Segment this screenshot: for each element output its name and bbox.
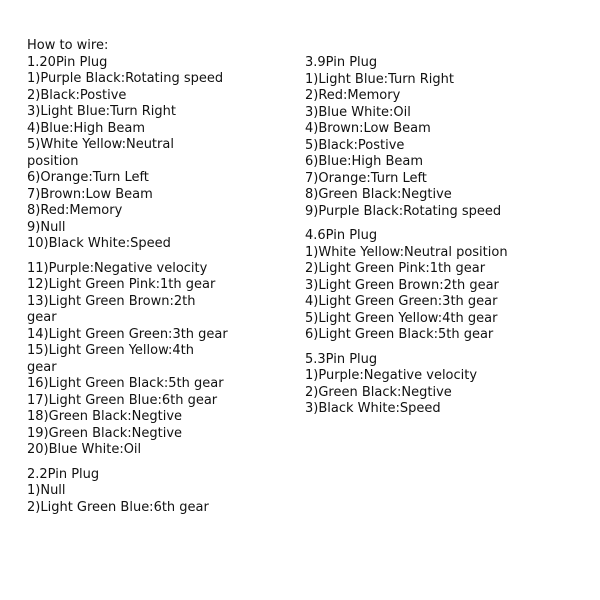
plug-20pin-section (27, 55, 289, 459)
wire-entry: 17)Light Green Blue:6th gear (27, 392, 218, 408)
wire-entry: 7)Brown:Low Beam (27, 186, 153, 202)
plug-20pin-title: 1.20Pin Plug (27, 54, 108, 70)
wire-entry: 8)Green Black:Negtive (305, 187, 452, 202)
wire-entry: 5)White Yellow:Neutral position (27, 137, 174, 169)
wire-entry: 12)Light Green Pink:1th gear (27, 277, 216, 292)
wire-entry: 5)Black:Postive (305, 137, 405, 153)
wire-entry: 6)Blue:High Beam (305, 154, 424, 169)
plug-9pin-section (305, 55, 595, 220)
wire-entry: 6)Light Green Black:5th gear (305, 327, 494, 342)
wire-entry: 8)Red:Memory (27, 203, 123, 218)
wire-entry: 15)Light Green Yellow:4th gear (27, 343, 194, 375)
wire-entry: 1)Null (27, 483, 66, 498)
plug-2pin-section (27, 467, 289, 517)
wire-entry: 1)Purple Black:Rotating speed (27, 71, 224, 86)
wire-entry: 1)Light Blue:Turn Right (305, 71, 454, 87)
wire-entry: 2)Light Green Pink:1th gear (305, 261, 486, 276)
wire-entry: 11)Purple:Negative velocity (27, 260, 208, 276)
wire-entry: 7)Orange:Turn Left (305, 170, 427, 186)
right-column (305, 55, 595, 418)
wire-entry: 3)Blue White:Oil (305, 104, 411, 120)
wire-entry: 9)Null (27, 219, 66, 235)
wire-entry: 2)Light Green Blue:6th gear (27, 499, 209, 515)
plug-3pin-title: 5.3Pin Plug (305, 351, 378, 367)
plug-6pin-section (305, 228, 595, 344)
wire-entry: 14)Light Green Green:3th gear (27, 326, 228, 342)
wire-entry: 2)Black:Postive (27, 87, 127, 103)
plug-3pin-section (305, 352, 595, 418)
wire-entry: 10)Black White:Speed (27, 236, 171, 251)
wire-entry: 4)Light Green Green:3th gear (305, 294, 498, 309)
wire-entry: 5)Light Green Yellow:4th gear (305, 310, 498, 326)
document-heading: How to wire: (27, 38, 109, 53)
wire-entry: 13)Light Green Brown:2th gear (27, 293, 196, 325)
wire-entry: 20)Blue White:Oil (27, 442, 142, 457)
left-column (27, 38, 289, 516)
plug-9pin-title: 3.9Pin Plug (305, 55, 378, 70)
wire-entry: 4)Brown:Low Beam (305, 121, 431, 136)
wire-entry: 3)Light Green Brown:2th gear (305, 277, 499, 293)
wire-entry: 1)White Yellow:Neutral position (305, 244, 508, 260)
wire-entry: 1)Purple:Negative velocity (305, 368, 478, 383)
plug-6pin-title: 4.6Pin Plug (305, 228, 378, 243)
wire-entry: 2)Red:Memory (305, 88, 401, 103)
wire-entry: 4)Blue:High Beam (27, 120, 146, 136)
wire-entry: 6)Orange:Turn Left (27, 170, 149, 185)
wire-entry: 3)Black White:Speed (305, 401, 441, 416)
wire-entry: 2)Green Black:Negtive (305, 384, 452, 400)
plug-2pin-title: 2.2Pin Plug (27, 466, 100, 482)
wire-entry: 16)Light Green Black:5th gear (27, 376, 224, 391)
wire-entry: 9)Purple Black:Rotating speed (305, 203, 502, 219)
wire-entry: 18)Green Black:Negtive (27, 409, 183, 424)
wire-entry: 3)Light Blue:Turn Right (27, 104, 176, 119)
wire-entry: 19)Green Black:Negtive (27, 425, 183, 441)
